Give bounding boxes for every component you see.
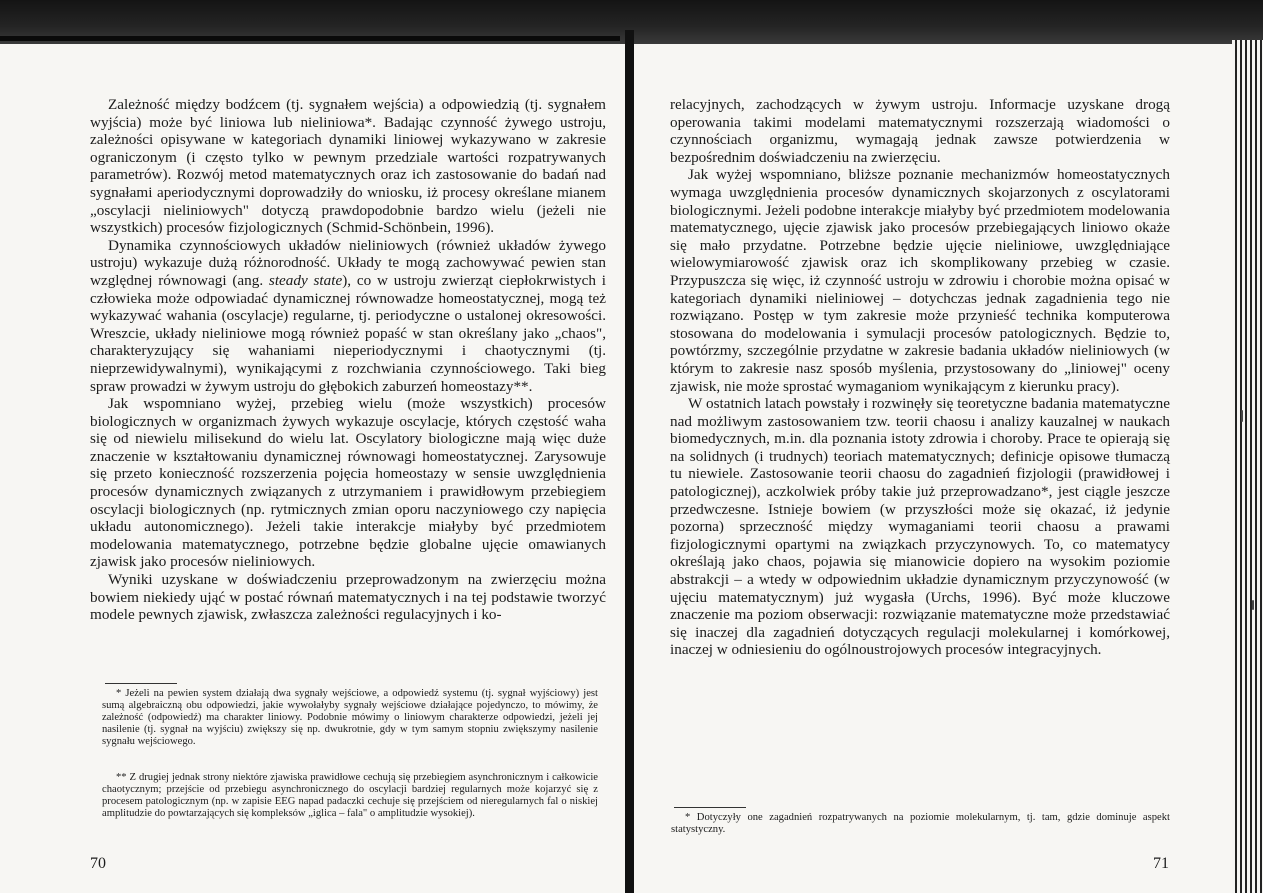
left-paragraph-2 — [90, 237, 606, 395]
left-paragraph-2-start: Dynamika czynnościowych układów nieliniowych (również układów żywego ustroju) wykazuje dużą różnorodność. Układy te mogą zachowywać pewien stan względnej równowagi (ang. — [90, 236, 606, 289]
left-paragraph-1: Zależność między bodźcem (tj. sygnałem wejścia) a odpowiedzią (tj. sygnałem wyjścia) może być liniowa lub nieliniowa*. Badając czynność żywego ustroju, zależności opisywane w kategoriach dynamiki liniowej wykazywano w zakresie ograniczonym (i często tylko w pewnym przedziale wartości rozpatrywanych parametrów). Rozwój metod matematycznych oraz ich zastosowanie do badań nad sygnałami aperiodycznymi doprowadziły do wniosku, iż procesy określane mianem „oscylacji nieliniowych" dotyczą prawdopodobnie bardzo wielu (jeżeli nie wszystkich) procesów fizjologicznych (Schmid-Schönbein, 1996). — [90, 96, 606, 237]
scan-speck — [1252, 600, 1254, 610]
right-paragraph-2: Jak wyżej wspomniano, bliższe poznanie mechanizmów homeostatycznych wymaga uwzględnienia procesów dynamicznych skojarzonych z oscylatorami biologicznymi. Jeżeli podobne interakcje miałyby być przedmiotem modelowania matematycznego, ujęcie zjawisk jako procesów przebiegających liniowo okaże się mało przydatne. Potrzebne będzie ujęcie nieliniowe, uwzględniające wielowymiarowość zjawisk oraz ich skomplikowany przebieg w czasie. Przypuszcza się więc, iż czynność ustroju w zdrowiu i chorobie można opisać w kategoriach dynamiki nieliniowej – dotychczas jednak zagadnienia tego nie rozwiązano. Postęp w tym zakresie może przynieść technika komputerowa stosowana do modelowania i symulacji procesów patologicznych. Będzie to, powtórzmy, szczególnie przydatne w zakresie badania układów nieliniowych (w którym to zakresie nasz sposób myślenia, przystosowany do „liniowej" oceny zjawisk, nie może sprostać wymaganiom wynikającym z kierunku pracy). — [670, 166, 1170, 395]
right-paragraph-1: relacyjnych, zachodzących w żywym ustroju. Informacje uzyskane drogą operowania takimi modelami matematycznymi rozszerzają wiadomości o czynnościach organizmu, wymagają jednak zawsze potwierdzenia w bezpośrednim doświadczeniu na zwierzęciu. — [670, 96, 1170, 166]
left-footnote-2: ** Z drugiej jednak strony niektóre zjawiska prawidłowe cechują się przebiegiem asynchronicznym i całkowicie chaotycznym; przejście od przebiegu asynchronicznego do oscylacji bardziej regularnych może kojarzyć się z procesem patologicznym (np. w zapisie EEG napad padaczki cechuje się przejściem od nieregularnych fal o niskiej amplitudzie do powtarzających się kompleksów „iglica – fala" o amplitudzie wysokiej). — [102, 772, 598, 819]
left-footnote-1: * Jeżeli na pewien system działają dwa sygnały wejściowe, a odpowiedź systemu (tj. sygnał wyjściowy) jest sumą algebraiczną obu odpowiedzi, jakie wywołałyby sygnały wejściowe działające pojedynczo, to mówimy, że zależność (odpowiedź) ma charakter liniowy. Podobnie mówimy o liniowym charakterze odpowiedzi, jeżeli jej nasilenie (tj. sygnał na wyjściu) zwiększy się np. dwukrotnie, gdy w tym samym stopniu zwiększymy nasilenie sygnału wejściowego. — [102, 688, 598, 747]
right-page-body — [670, 96, 1170, 659]
left-page-body — [90, 96, 606, 624]
right-paragraph-3: W ostatnich latach powstały i rozwinęły się teoretyczne badania matematyczne nad możliwym zastosowaniem tzw. teorii chaosu i analizy kauzalnej w naukach biomedycznych, m.in. dla poznania istoty zdrowia i choroby. Prace te opierają się na solidnych (i trudnych) teoriach matematycznych; definicje opisowe tłumaczą tu niewiele. Zastosowanie teorii chaosu do zagadnień fizjologii (prawidłowej i patologicznej), aczkolwiek próby takie już przeprowadzano*, jest ciągle jeszcze przedwczesne. Istnieje bowiem (w przyszłości może się okazać, iż jedynie pozorna) sprzeczność między wymaganiami teorii chaosu a prawami fizjologicznymi opartymi na związkach przyczynowych. To, co matematycy określają jako chaos, pojawia się mianowicie dopiero na wysokim poziomie abstrakcji – a wtedy w odpowiednim układzie dynamicznym przyczynowość (w ujęciu matematycznym) już wygasła (Urchs, 1996). Być może kluczowe znaczenie ma poziom obserwacji: rozwiązanie matematyczne może przedstawiać się inaczej dla zagadnień dotyczących regulacji molekularnej i komórkowej, inaczej w odniesieniu do ogólnoustrojowych procesów integracyjnych. — [670, 395, 1170, 659]
right-footnote-rule — [674, 807, 746, 808]
left-paragraph-2-italic: steady state — [268, 271, 343, 289]
book-gutter — [625, 30, 634, 893]
page-edges — [1232, 40, 1263, 893]
scan-speck — [1241, 410, 1243, 422]
left-page-number: 70 — [90, 855, 106, 872]
left-footnote-rule — [105, 683, 177, 684]
left-paragraph-2-end: ), co w ustroju zwierząt ciepłokrwistych i człowieka może odpowiadać dynamicznej równowadze homeostatycznej, mogą też wykazywać wahania (oscylacje) regularne, tj. periodyczne o ustalonej okresowości. Wreszcie, układy nieliniowe mogą również popaść w stan określany jako „chaos", charakteryzujący się wahaniami nieperiodycznymi i chaotycznymi (tj. nieprzewidywalnymi), wynikającymi z rozchwiania czynnościowego. Taki bieg spraw prowadzi w żywym ustroju do głębokich zaburzeń homeostazy**. — [90, 271, 607, 395]
right-footnote-1: * Dotyczyły one zagadnień rozpatrywanych na poziomie molekularnym, tj. tam, gdzie dominuje aspekt statystyczny. — [671, 812, 1170, 835]
left-paragraph-4: Wyniki uzyskane w doświadczeniu przeprowadzonym na zwierzęciu można bowiem niekiedy ująć w postać równań matematycznych i na tej podstawie tworzyć modele pewnych zjawisk, zwłaszcza zależności regulacyjnych i ko- — [90, 571, 606, 624]
left-paragraph-3: Jak wspomniano wyżej, przebieg wielu (może wszystkich) procesów biologicznych w organizmach żywych wykazuje oscylacje, których częstość waha się od niewielu milisekund do wielu lat. Oscylatory biologiczne mają więc duże znaczenie w kształtowaniu dynamicznej równowagi homeostatycznej. Zarysowuje się przeto konieczność rozszerzenia pojęcia homeostazy w sensie uwzględnienia procesów dynamicznych związanych z utrzymaniem i prawidłowym przebiegiem oscylacji biologicznych (np. rytmicznych zmian oporu naczyniowego czy napięcia układu autonomicznego). Jeżeli takie interakcje miałyby być przedmiotem modelowania matematycznego, potrzebne będzie globalne ujęcie omawianych zjawisk jako procesów nieliniowych. — [90, 395, 606, 571]
right-page-number: 71 — [1153, 855, 1169, 872]
